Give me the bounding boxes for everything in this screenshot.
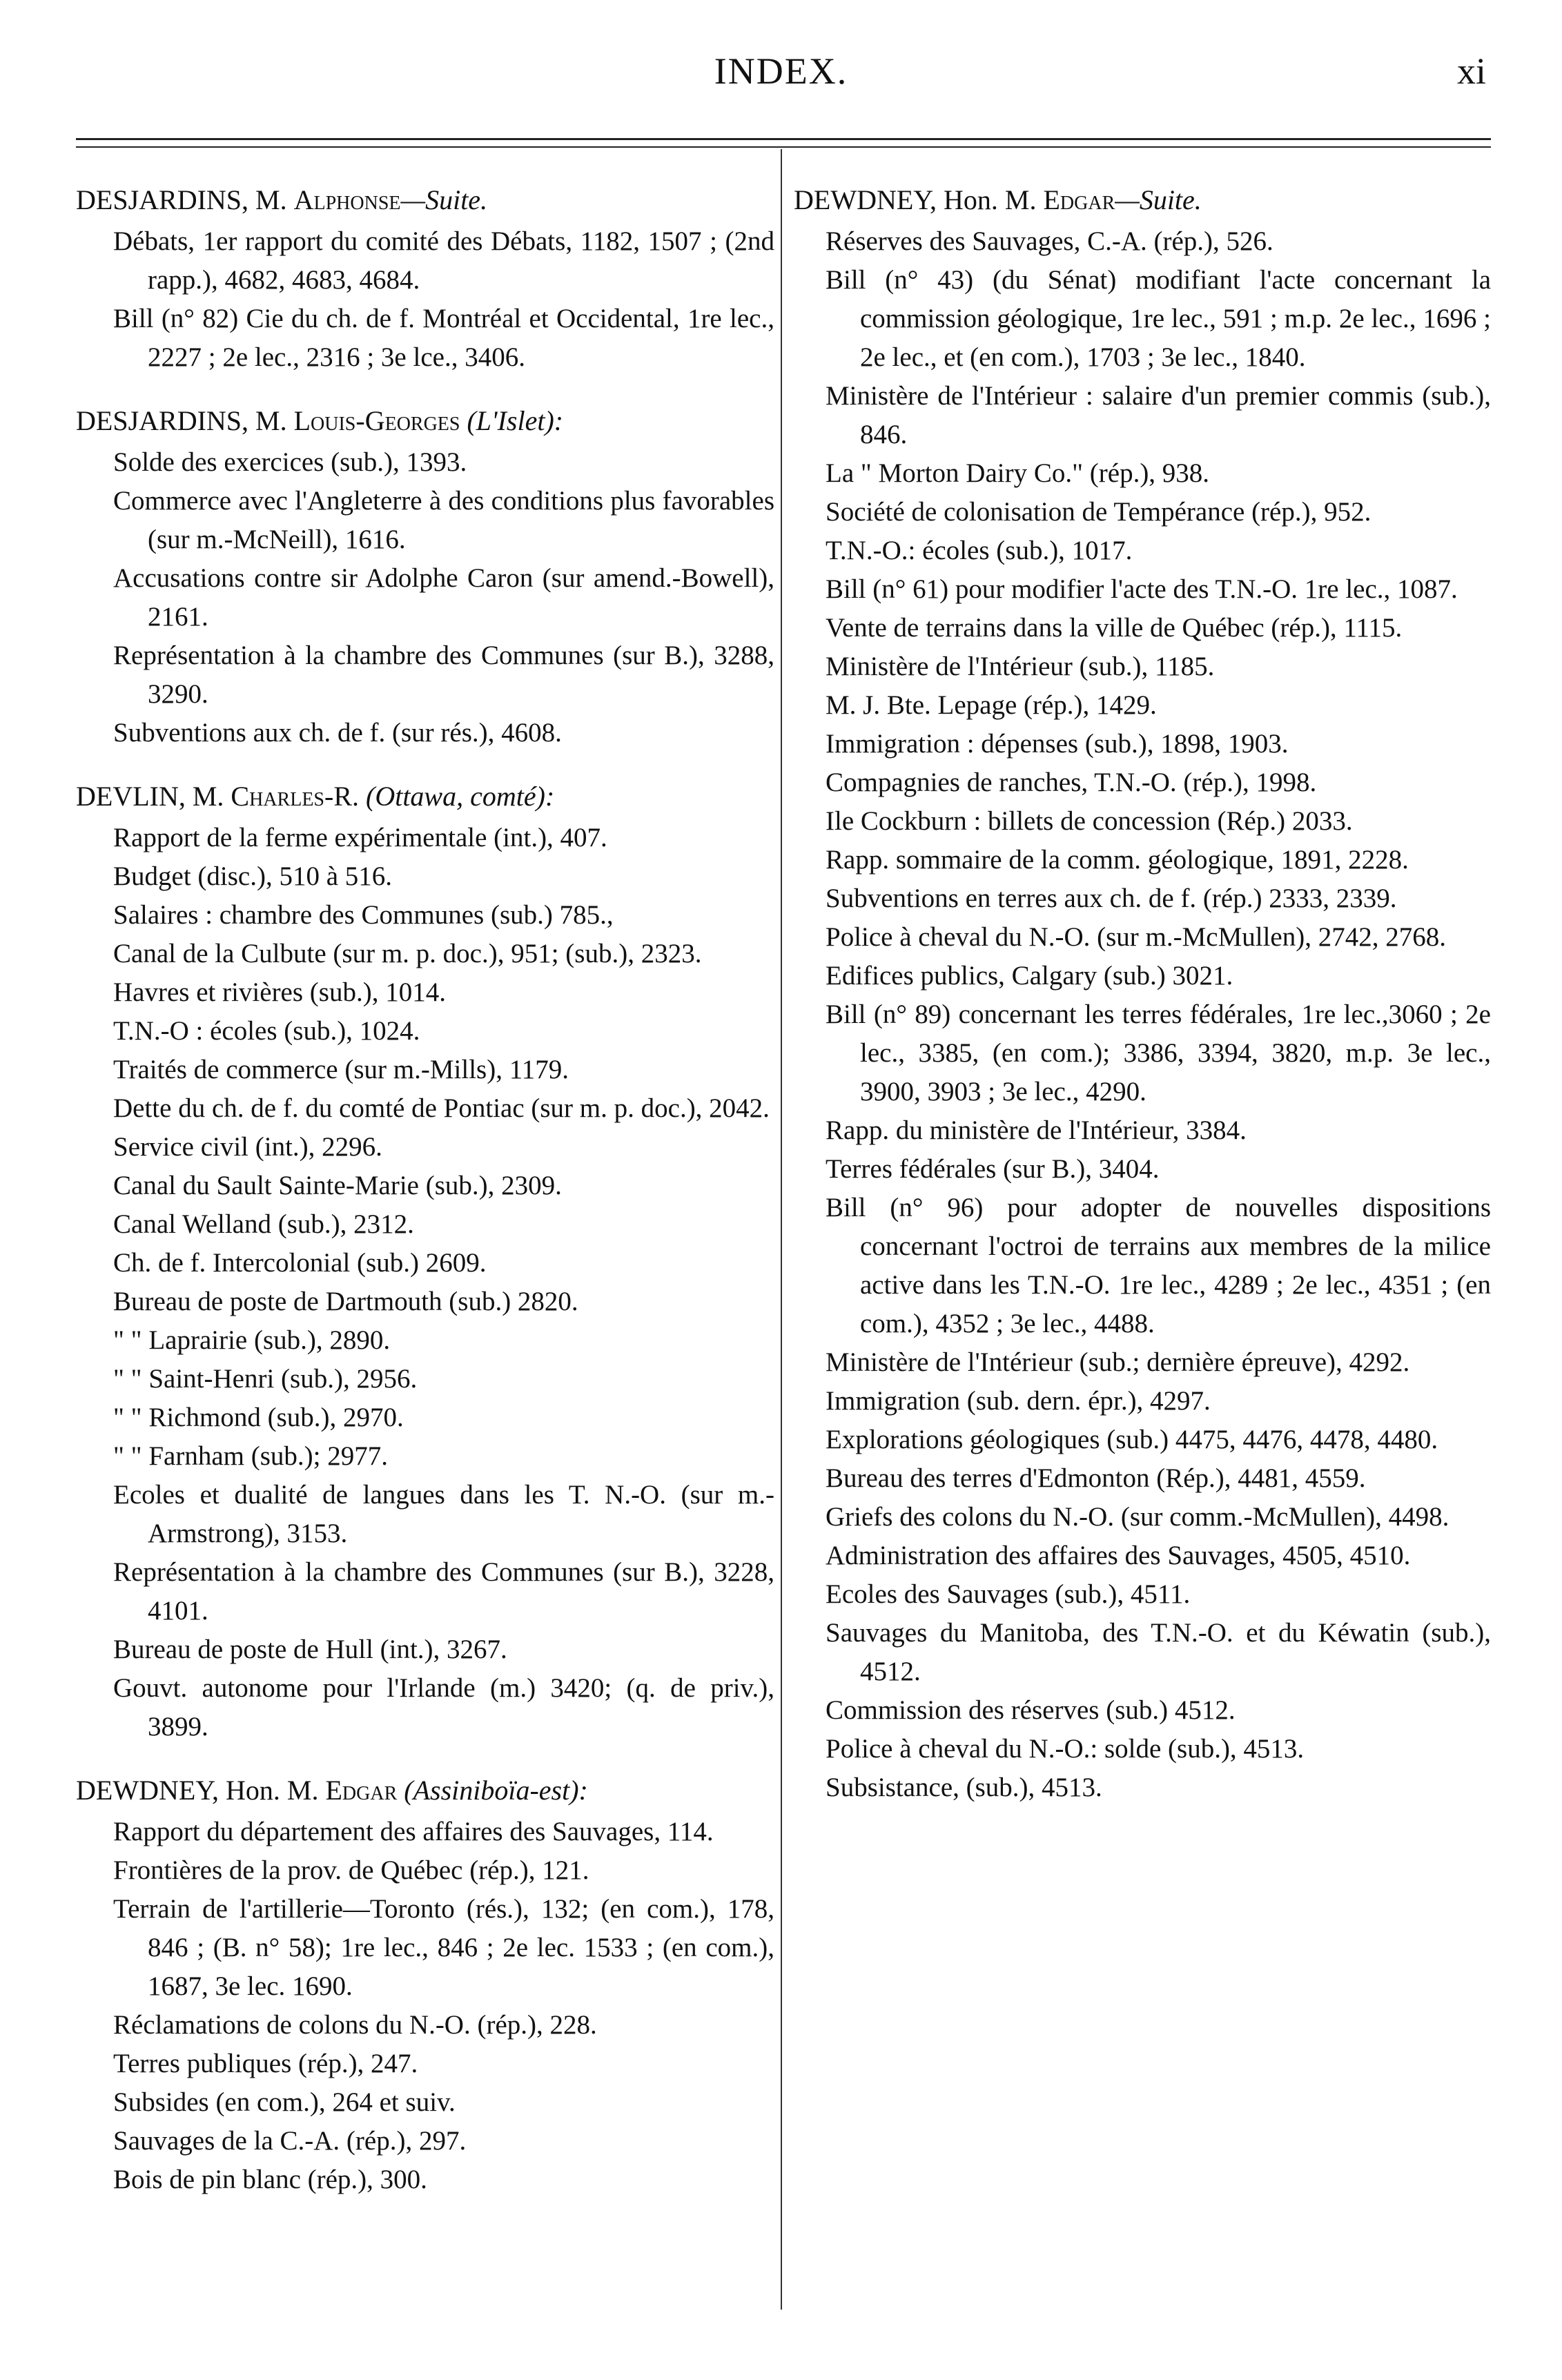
index-subentry: Immigration : dépenses (sub.), 1898, 1903. <box>826 729 1289 759</box>
entry-suffix: —Suite. <box>1115 184 1202 215</box>
index-subentry: Ecoles des Sauvages (sub.), 4511. <box>826 1579 1191 1609</box>
index-subentry: Rapport du département des affaires des Sauvages, 114. <box>113 1817 714 1846</box>
index-entry <box>794 181 1491 1807</box>
entry-constituency: (L'Islet): <box>467 405 564 436</box>
header-rule-bottom <box>76 146 1491 148</box>
index-subentry: Bill (n° 89) concernant les terres fédérales, 1re lec.,3060 ; 2e lec., 3385, (en com.); 3386, 3394, 3820, m.p. 3e lec., 3900, 3903 ; 3e lec., 4290. <box>826 999 1491 1106</box>
index-subentry: Administration des affaires des Sauvages, 4505, 4510. <box>826 1541 1411 1570</box>
index-subentry: Débats, 1er rapport du comité des Débats, 1182, 1507 ; (2nd rapp.), 4682, 4683, 4684. <box>113 226 774 295</box>
index-subentry: Subsides (en com.), 264 et suiv. <box>113 2087 456 2117</box>
index-subentry: Bureau de poste de Hull (int.), 3267. <box>113 1635 507 1664</box>
entry-surname: DESJARDINS, M. <box>76 405 287 436</box>
index-subentry: Edifices publics, Calgary (sub.) 3021. <box>826 961 1233 991</box>
entry-given-name: Alphonse <box>293 184 401 215</box>
index-subentry: Bill (n° 43) (du Sénat) modifiant l'acte concernant la commission géologique, 1re lec., 591 ; m.p. 2e lec., 1696 ; 2e lec., et (en com.), 1703 ; 3e lec., 1840. <box>826 265 1491 372</box>
index-subentry: Police à cheval du N.-O. (sur m.-McMullen), 2742, 2768. <box>826 922 1446 952</box>
entry-suffix: —Suite. <box>400 184 488 215</box>
entry-heading <box>76 1771 774 1810</box>
index-subentry: Rapp. du ministère de l'Intérieur, 3384. <box>826 1115 1247 1145</box>
index-subentry: Police à cheval du N.-O.: solde (sub.), 4513. <box>826 1734 1305 1764</box>
index-subentry: Griefs des colons du N.-O. (sur comm.-McMullen), 4498. <box>826 1502 1449 1532</box>
column-divider <box>781 149 782 2310</box>
index-subentry: Traités de commerce (sur m.-Mills), 1179. <box>113 1055 569 1084</box>
index-entry <box>76 777 774 1746</box>
index-subentry: Canal Welland (sub.), 2312. <box>113 1209 414 1239</box>
index-subentry: Terres fédérales (sur B.), 3404. <box>826 1154 1160 1184</box>
index-subentry: Havres et rivières (sub.), 1014. <box>113 977 446 1007</box>
index-subentry: Accusations contre sir Adolphe Caron (sur amend.-Bowell), 2161. <box>113 563 774 632</box>
index-subentry: Bois de pin blanc (rép.), 300. <box>113 2165 427 2194</box>
left-column <box>76 181 774 2224</box>
index-entry <box>76 402 774 752</box>
index-subentry: Solde des exercices (sub.), 1393. <box>113 447 467 477</box>
index-subentry: Société de colonisation de Tempérance (rép.), 952. <box>826 497 1371 527</box>
entry-constituency: (Assiniboïa-est): <box>404 1775 588 1806</box>
index-subentry: M. J. Bte. Lepage (rép.), 1429. <box>826 690 1157 720</box>
page-number: xi <box>1456 50 1486 92</box>
index-subentry: Dette du ch. de f. du comté de Pontiac (sur m. p. doc.), 2042. <box>113 1093 770 1123</box>
entry-surname: DEWDNEY, Hon. M. <box>76 1775 319 1806</box>
index-subentry: Ile Cockburn : billets de concession (Rép.) 2033. <box>826 806 1353 836</box>
index-subentry: Commission des réserves (sub.) 4512. <box>826 1695 1236 1725</box>
entry-surname: DEWDNEY, Hon. M. <box>794 184 1037 215</box>
index-subentry: Bureau de poste de Dartmouth (sub.) 2820. <box>113 1287 578 1316</box>
index-subentry: Canal de la Culbute (sur m. p. doc.), 951; (sub.), 2323. <box>113 939 702 968</box>
entry-given-name: Edgar <box>1043 184 1115 215</box>
index-subentry: " " Richmond (sub.), 2970. <box>113 1403 404 1432</box>
index-subentry: Subventions aux ch. de f. (sur rés.), 4608. <box>113 718 562 748</box>
index-subentry: Explorations géologiques (sub.) 4475, 4476, 4478, 4480. <box>826 1425 1438 1454</box>
index-subentry: Représentation à la chambre des Communes (sur B.), 3288, 3290. <box>113 641 774 709</box>
index-subentry: Bureau des terres d'Edmonton (Rép.), 4481, 4559. <box>826 1463 1366 1493</box>
entry-given-name: Louis-Georges <box>293 405 460 436</box>
index-subentry: Sauvages du Manitoba, des T.N.-O. et du Kéwatin (sub.), 4512. <box>826 1618 1491 1686</box>
index-subentry: Réserves des Sauvages, C.-A. (rép.), 526. <box>826 226 1273 256</box>
page-header <box>0 50 1562 112</box>
index-subentry: " " Laprairie (sub.), 2890. <box>113 1325 391 1355</box>
index-subentry: Rapp. sommaire de la comm. géologique, 1891, 2228. <box>826 845 1409 875</box>
right-column <box>794 181 1491 1832</box>
index-subentry: Ministère de l'Intérieur (sub.; dernière épreuve), 4292. <box>826 1347 1410 1377</box>
index-subentry: Budget (disc.), 510 à 516. <box>113 861 393 891</box>
index-subentry: T.N.-O : écoles (sub.), 1024. <box>113 1016 420 1046</box>
entry-surname: DESJARDINS, M. <box>76 184 287 215</box>
index-entry <box>76 181 774 377</box>
index-subentry: Subventions en terres aux ch. de f. (rép.) 2333, 2339. <box>826 884 1397 913</box>
index-subentry: Frontières de la prov. de Québec (rép.), 121. <box>113 1855 589 1885</box>
index-subentry: Service civil (int.), 2296. <box>113 1132 382 1162</box>
index-subentry: Terrain de l'artillerie—Toronto (rés.), 132; (en com.), 178, 846 ; (B. n° 58); 1re lec., 846 ; 2e lec. 1533 ; (en com.), 1687, 3e lec. 1690. <box>113 1894 774 2001</box>
index-subentry: Commerce avec l'Angleterre à des conditions plus favorables (sur m.-McNeill), 1616. <box>113 486 774 554</box>
entry-heading <box>794 181 1491 220</box>
entry-given-name: Edgar <box>325 1775 398 1806</box>
entry-heading <box>76 181 774 220</box>
index-subentry: " " Saint-Henri (sub.), 2956. <box>113 1364 418 1394</box>
index-subentry: Bill (n° 96) pour adopter de nouvelles dispositions concernant l'octroi de terrains aux membres de la milice active dans les T.N.-O. 1re lec., 4289 ; 2e lec., 4351 ; (en com.), 4352 ; 3e lec., 4488. <box>826 1193 1491 1338</box>
index-subentry: Rapport de la ferme expérimentale (int.), 407. <box>113 823 607 852</box>
index-subentry: Canal du Sault Sainte-Marie (sub.), 2309. <box>113 1171 562 1200</box>
index-subentry: Ministère de l'Intérieur (sub.), 1185. <box>826 652 1215 681</box>
index-subentry: Ministère de l'Intérieur : salaire d'un premier commis (sub.), 846. <box>826 381 1491 449</box>
index-subentry: Immigration (sub. dern. épr.), 4297. <box>826 1386 1211 1416</box>
index-subentry: Bill (n° 61) pour modifier l'acte des T.N.-O. 1re lec., 1087. <box>826 574 1458 604</box>
index-subentry: Salaires : chambre des Communes (sub.) 785., <box>113 900 614 930</box>
entry-heading <box>76 777 774 816</box>
page-title: INDEX. <box>714 50 848 92</box>
entry-constituency: (Ottawa, comté): <box>366 781 555 812</box>
index-subentry: Gouvt. autonome pour l'Irlande (m.) 3420; (q. de priv.), 3899. <box>113 1673 774 1742</box>
entry-surname: DEVLIN, M. <box>76 781 224 812</box>
index-subentry: Bill (n° 82) Cie du ch. de f. Montréal et Occidental, 1re lec., 2227 ; 2e lec., 2316 ; 3e lce., 3406. <box>113 304 774 372</box>
index-subentry: Ecoles et dualité de langues dans les T. N.-O. (sur m.-Armstrong), 3153. <box>113 1480 774 1548</box>
index-subentry: Sauvages de la C.-A. (rép.), 297. <box>113 2126 467 2156</box>
index-subentry: Réclamations de colons du N.-O. (rép.), 228. <box>113 2010 597 2040</box>
entry-heading <box>76 402 774 440</box>
index-subentry: Compagnies de ranches, T.N.-O. (rép.), 1998. <box>826 768 1317 797</box>
index-subentry: La " Morton Dairy Co." (rép.), 938. <box>826 458 1210 488</box>
header-rule-top <box>76 138 1491 140</box>
index-subentry: Ch. de f. Intercolonial (sub.) 2609. <box>113 1248 487 1278</box>
entry-given-name: Charles-R. <box>231 781 359 812</box>
index-entry <box>76 1771 774 2199</box>
index-subentry: Terres publiques (rép.), 247. <box>113 2049 418 2078</box>
index-subentry: Représentation à la chambre des Communes (sur B.), 3228, 4101. <box>113 1557 774 1626</box>
index-subentry: " " Farnham (sub.); 2977. <box>113 1441 388 1471</box>
index-subentry: Subsistance, (sub.), 4513. <box>826 1773 1102 1802</box>
index-subentry: Vente de terrains dans la ville de Québec (rép.), 1115. <box>826 613 1403 643</box>
index-subentry: T.N.-O.: écoles (sub.), 1017. <box>826 536 1133 565</box>
